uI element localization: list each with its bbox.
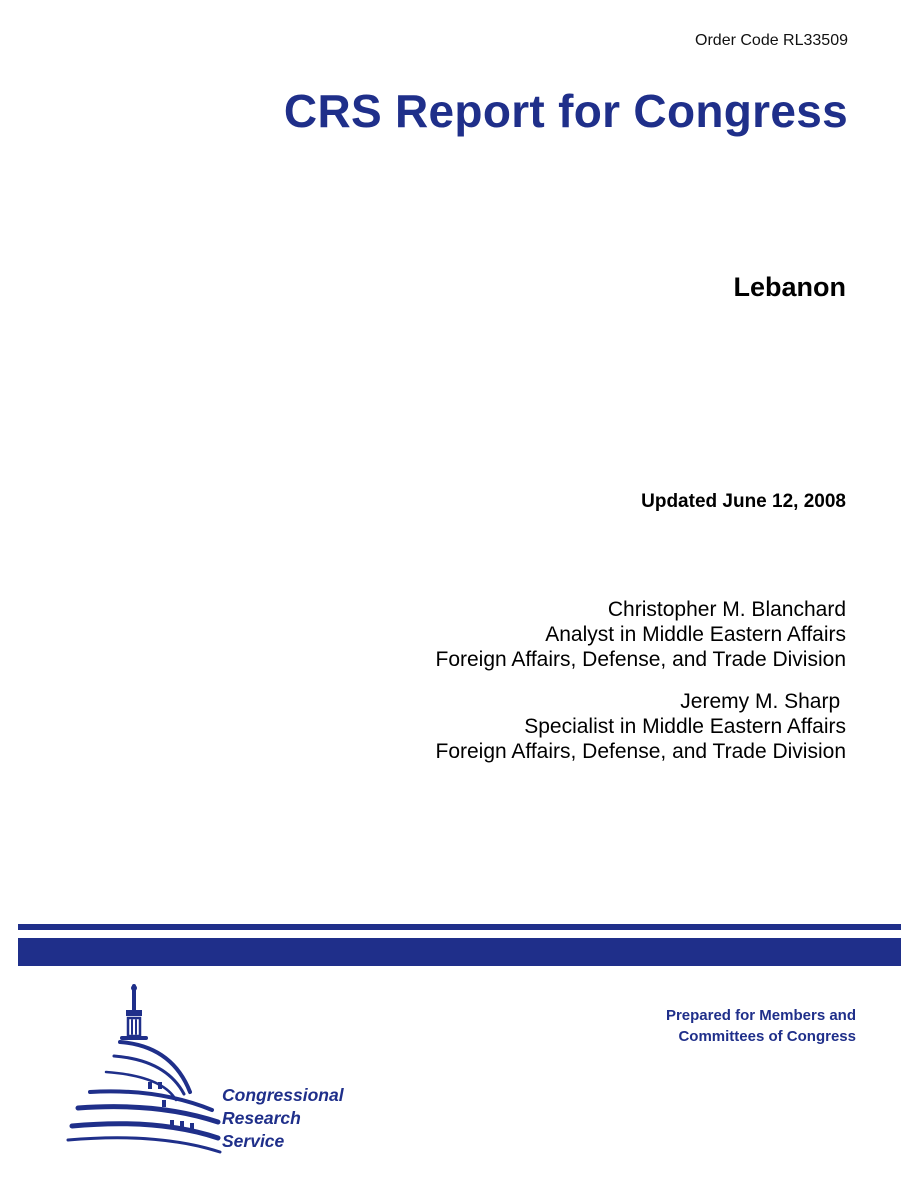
capitol-dome-icon	[62, 980, 232, 1165]
logo-line: Congressional	[222, 1085, 344, 1105]
updated-date: Updated June 12, 2008	[641, 491, 846, 512]
author-division: Foreign Affairs, Defense, and Trade Division	[435, 740, 846, 763]
report-title: Lebanon	[733, 272, 846, 302]
author-position: Specialist in Middle Eastern Affairs	[524, 715, 846, 738]
logo-text	[222, 1084, 344, 1153]
divider-thin	[18, 924, 901, 930]
prepared-line: Prepared for Members and	[665, 1007, 856, 1024]
author-block	[436, 597, 847, 672]
divider-thick	[18, 938, 901, 966]
author-position: Analyst in Middle Eastern Affairs	[545, 623, 846, 646]
crs-logo	[62, 980, 372, 1165]
authors-list	[436, 597, 847, 781]
order-code: Order Code RL33509	[695, 32, 848, 49]
logo-line: Research	[222, 1108, 301, 1128]
prepared-line: Committees of Congress	[678, 1028, 856, 1045]
author-division: Foreign Affairs, Defense, and Trade Division	[435, 648, 846, 671]
logo-line: Service	[222, 1131, 285, 1151]
author-name: Jeremy M. Sharp	[680, 690, 846, 713]
header-title: CRS Report for Congress	[283, 85, 848, 137]
author-block	[436, 689, 847, 764]
author-name: Christopher M. Blanchard	[607, 598, 846, 621]
prepared-for	[666, 1005, 856, 1047]
